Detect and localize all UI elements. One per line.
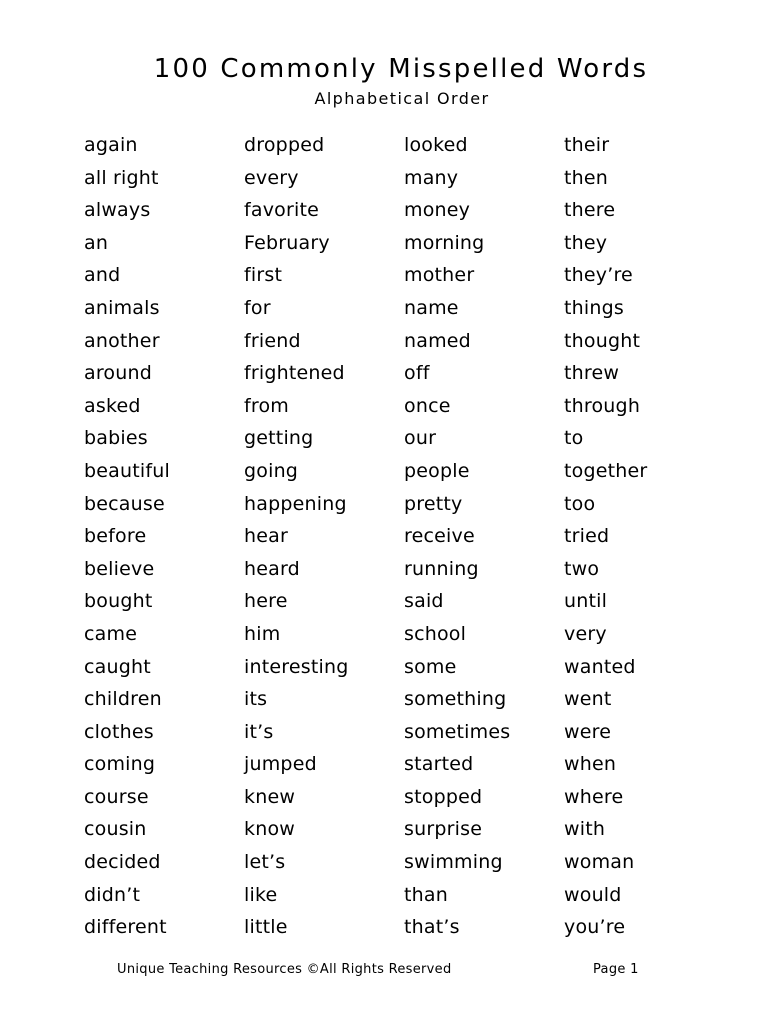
word-item: animals	[84, 296, 160, 319]
word-item: it’s	[244, 720, 274, 743]
word-item: another	[84, 329, 160, 352]
word-item: until	[564, 590, 608, 613]
word-item: sometimes	[404, 720, 511, 743]
word-item: little	[244, 916, 288, 939]
word-item: many	[404, 166, 459, 189]
word-column-4	[564, 129, 724, 944]
word-item: running	[404, 557, 479, 580]
word-item: than	[404, 883, 448, 906]
word-item: then	[564, 166, 609, 189]
word-item: cousin	[84, 818, 147, 841]
word-item: like	[244, 883, 278, 906]
word-item: all right	[84, 166, 159, 189]
word-item: coming	[84, 753, 156, 776]
word-item: thought	[564, 329, 641, 352]
word-column-1	[84, 129, 244, 944]
word-item: named	[404, 329, 471, 352]
word-item: you’re	[564, 916, 626, 939]
word-item: here	[244, 590, 288, 613]
word-item: our	[404, 427, 437, 450]
word-item: February	[244, 231, 330, 254]
word-item: were	[564, 720, 612, 743]
word-item: swimming	[404, 851, 503, 874]
word-item: started	[404, 753, 474, 776]
word-item: going	[244, 459, 299, 482]
word-item: and	[84, 264, 121, 287]
footer-page-number: Page 1	[593, 962, 639, 977]
word-item: friend	[244, 329, 301, 352]
word-item: asked	[84, 394, 141, 417]
word-item: very	[564, 622, 607, 645]
word-item: bought	[84, 590, 153, 613]
word-item: they	[564, 231, 608, 254]
word-item: receive	[404, 525, 475, 548]
word-item: with	[564, 818, 606, 841]
word-item: went	[564, 688, 612, 711]
word-item: from	[244, 394, 290, 417]
word-item: getting	[244, 427, 314, 450]
word-item: an	[84, 231, 109, 254]
word-item: every	[244, 166, 299, 189]
word-item: came	[84, 622, 138, 645]
word-item: clothes	[84, 720, 154, 743]
word-item: name	[404, 296, 459, 319]
word-item: before	[84, 525, 147, 548]
word-item: where	[564, 785, 624, 808]
word-item: to	[564, 427, 584, 450]
word-item: some	[404, 655, 457, 678]
word-item: for	[244, 296, 271, 319]
word-item: too	[564, 492, 596, 515]
word-item: things	[564, 296, 624, 319]
word-item: money	[404, 199, 471, 222]
word-item: didn’t	[84, 883, 141, 906]
word-item: surprise	[404, 818, 483, 841]
word-item: know	[244, 818, 296, 841]
word-item: when	[564, 753, 617, 776]
word-item: children	[84, 688, 162, 711]
word-item: decided	[84, 851, 161, 874]
word-item: around	[84, 362, 153, 385]
word-item: woman	[564, 851, 635, 874]
word-item: hear	[244, 525, 288, 548]
word-item: stopped	[404, 785, 483, 808]
word-item: threw	[564, 362, 620, 385]
word-item: looked	[404, 134, 468, 156]
word-item: again	[84, 134, 138, 156]
word-item: that’s	[404, 916, 460, 939]
footer-copyright: Unique Teaching Resources ©All Rights Reserved	[117, 962, 452, 977]
word-item: jumped	[244, 753, 317, 776]
word-item: through	[564, 394, 641, 417]
word-item: because	[84, 492, 165, 515]
word-item: knew	[244, 785, 296, 808]
word-item: pretty	[404, 492, 463, 515]
word-item: they’re	[564, 264, 633, 287]
word-item: said	[404, 590, 444, 613]
word-item: once	[404, 394, 451, 417]
word-item: school	[404, 622, 467, 645]
word-item: its	[244, 688, 268, 711]
word-item: would	[564, 883, 622, 906]
word-item: there	[564, 199, 616, 222]
word-item: morning	[404, 231, 485, 254]
word-item: caught	[84, 655, 151, 678]
page-title: 100 Commonly Misspelled Words	[153, 54, 649, 84]
word-item: different	[84, 916, 167, 939]
word-item: two	[564, 557, 600, 580]
word-item: together	[564, 459, 648, 482]
word-item: babies	[84, 427, 148, 450]
word-column-2	[244, 129, 404, 944]
word-item: something	[404, 688, 507, 711]
word-item: off	[404, 362, 430, 385]
word-item: people	[404, 459, 470, 482]
word-column-3	[404, 129, 564, 944]
word-item: believe	[84, 557, 155, 580]
word-item: first	[244, 264, 283, 287]
page-subtitle: Alphabetical Order	[314, 89, 490, 108]
word-item: him	[244, 622, 281, 645]
word-item: always	[84, 199, 151, 222]
word-item: interesting	[244, 655, 349, 678]
word-item: favorite	[244, 199, 320, 222]
word-item: course	[84, 785, 149, 808]
word-item: their	[564, 134, 610, 156]
word-item: frightened	[244, 362, 345, 385]
word-item: tried	[564, 525, 610, 548]
word-item: heard	[244, 557, 300, 580]
word-item: beautiful	[84, 459, 170, 482]
word-item: let’s	[244, 851, 286, 874]
word-list	[84, 129, 724, 944]
word-item: mother	[404, 264, 475, 287]
word-item: dropped	[244, 134, 325, 156]
word-item: happening	[244, 492, 347, 515]
word-item: wanted	[564, 655, 636, 678]
